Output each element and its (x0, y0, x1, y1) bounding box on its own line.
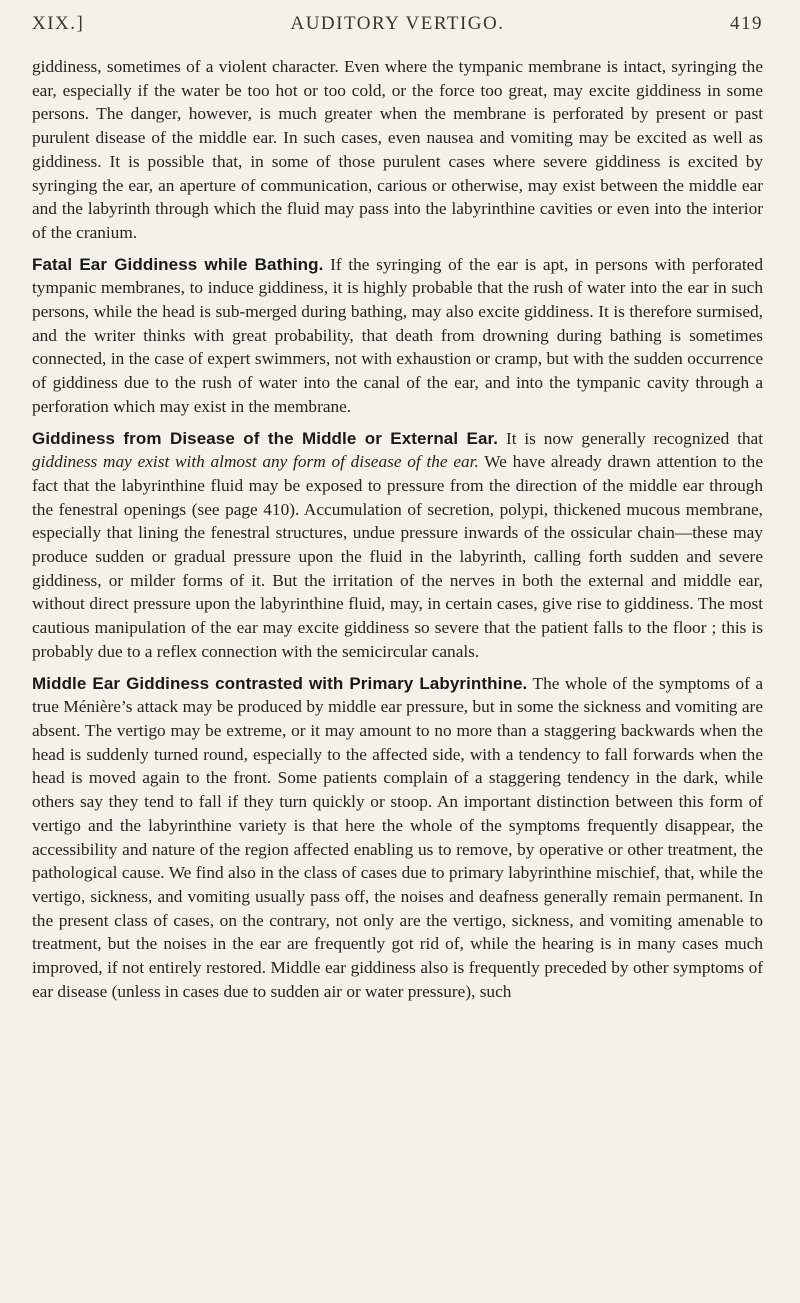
paragraph-contrast (32, 672, 763, 1004)
section-heading: Giddiness from Disease of the Middle or External Ear. (32, 428, 499, 448)
paragraph-middle-external-ear (32, 427, 763, 664)
section-heading: Middle Ear Giddiness contrasted with Primary Labyrinthine. (32, 673, 528, 693)
paragraph-bathing (32, 253, 763, 419)
paragraph-text: It is now generally recognized that (505, 428, 764, 448)
running-title: AUDITORY VERTIGO. (290, 13, 505, 34)
emphasized-text: giddiness may exist with almost any form of disease of the ear. (32, 452, 479, 472)
paragraph-text: If the syringing of the ear is apt, in persons with perforated tympanic membranes, to induce giddiness, it is highly probable that the rush of water into the ear in such persons, while the head is sub-merged during bathing, may also excite giddiness. It is therefore surmised, and the writer thinks with great probability, that death from drowning during bathing is sometimes connected, in the case of expert swimmers, not with exhaustion or cramp, but with the sudden occurrence of giddiness due to the rush of water into the canal of the ear, and into the tympanic cavity through a perforation which may exist in the membrane. (32, 254, 763, 416)
running-header (32, 13, 763, 43)
body-text (32, 55, 763, 1003)
paragraph-text: We have already drawn attention to the fact that the labyrinthine fluid may be exposed to pressure from the direction of the middle ear through the fenestral openings (see page 410). Accumulation of secretion, polypi, thickened mucous membrane, especially that lining the fenestral structures, undue pressure inwards of the ossicular chain—these may produce sudden or gradual pressure upon the fluid in the labyrinth, calling forth sudden and severe giddiness, or milder forms of it. But the irritation of the nerves in both the external and middle ear, without direct pressure upon the labyrinthine fluid, may, in certain cases, give rise to giddiness. The most cautious manipulation of the ear may excite giddiness so severe that the patient falls to the floor ; this is probably due to a reflex connection with the semicircular canals. (32, 452, 763, 661)
section-heading: Fatal Ear Giddiness while Bathing. (32, 254, 324, 274)
page-number: 419 (730, 13, 763, 34)
paragraph-syringing (32, 55, 763, 245)
paragraph-text: giddiness, sometimes of a violent character. Even where the tympanic membrane is intact, syringing the ear, especially if the water be too hot or too cold, or the force too great, may excite giddiness in some persons. The danger, however, is much greater when the membrane is perforated by present or past purulent disease of the middle ear. In such cases, even nausea and vomiting may be excited as well as giddiness. It is possible that, in some of those purulent cases where severe giddiness is excited by syringing the ear, an aperture of communication, carious or otherwise, may exist between the middle ear and the labyrinth through which the fluid may pass into the labyrinthine cavities or even into the interior of the cranium. (32, 57, 763, 242)
chapter-number: XIX.] (32, 13, 85, 34)
paragraph-text: The whole of the symptoms of a true Ménière’s attack may be produced by middle ear pressure, but in some the sickness and vomiting are absent. The vertigo may be extreme, or it may amount to no more than a staggering backwards when the head is suddenly turned round, especially to the affected side, with a tendency to fall forwards when the head is moved again to the front. Some patients complain of a staggering tendency in the dark, while others say they tend to fall if they turn quickly or stoop. An important distinction between this form of vertigo and the labyrinthine variety is that here the whole of the symptoms frequently disappear, the accessibility and nature of the region affected enabling us to remove, by operative or other treatment, the pathological cause. We find also in the class of cases due to primary labyrinthine mischief, that, while the vertigo, sickness, and vomiting usually pass off, the noises and deafness generally remain permanent. In the present class of cases, on the contrary, not only are the vertigo, sickness, and vomiting amenable to treatment, but the noises in the ear are frequently got rid of, while the hearing is in many cases much improved, if not entirely restored. Middle ear giddiness also is frequently preceded by other symptoms of ear disease (unless in cases due to sudden air or water pressure), such (32, 673, 764, 1001)
